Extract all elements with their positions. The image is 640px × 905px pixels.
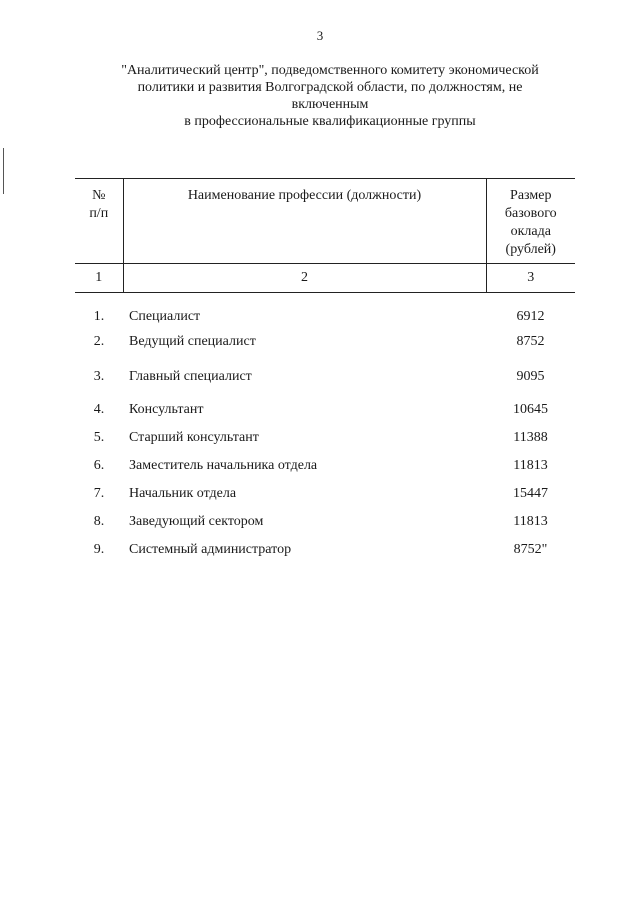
header-number-symbol: № (92, 188, 106, 203)
header-profession-label: Наименование профессии (должности) (187, 188, 422, 203)
margin-mark (3, 148, 4, 194)
heading-line-1: "Аналитический центр", подведомственного комитету экономической (121, 63, 539, 78)
row-number: 4. (93, 402, 105, 417)
table-row (75, 326, 575, 358)
table-row (75, 480, 575, 508)
row-salary: 8752 (516, 334, 545, 349)
header-salary-line-4: (рублей) (505, 242, 556, 257)
row-salary: 8752" (513, 542, 548, 557)
table-row (75, 396, 575, 424)
table-row (75, 424, 575, 452)
row-salary: 15447 (513, 486, 548, 501)
row-number: 1. (93, 309, 105, 324)
table-row (75, 452, 575, 480)
row-number: 5. (93, 430, 105, 445)
row-position: Старший консультант (129, 430, 259, 445)
heading-line-2: политики и развития Волгоградской области, по должностям, не (137, 80, 523, 95)
table-row (75, 358, 575, 396)
header-salary (486, 179, 575, 264)
row-position: Заместитель начальника отдела (129, 458, 318, 473)
row-number: 3. (93, 369, 105, 384)
heading-line-4: в профессиональные квалификационные группы (184, 114, 476, 129)
row-position: Специалист (129, 309, 201, 324)
page-number: 3 (316, 28, 324, 43)
document-heading (100, 62, 560, 130)
row-position: Ведущий специалист (129, 334, 256, 349)
row-salary: 9095 (516, 369, 545, 384)
row-position: Начальник отдела (129, 486, 237, 501)
row-salary: 6912 (516, 309, 545, 324)
header-salary-line-3: оклада (510, 224, 551, 239)
table-header-row (75, 179, 575, 264)
column-number-2: 2 (123, 264, 486, 293)
table-row (75, 293, 575, 327)
row-position: Системный администратор (129, 542, 292, 557)
column-number-row (75, 264, 575, 293)
table-row (75, 536, 575, 564)
row-number: 2. (93, 334, 105, 349)
row-number: 8. (93, 514, 105, 529)
header-salary-line-2: базового (504, 206, 557, 221)
header-number-abbr: п/п (89, 206, 109, 221)
header-salary-line-1: Размер (510, 188, 552, 203)
row-salary: 11813 (513, 514, 548, 529)
row-position: Консультант (129, 402, 204, 417)
row-salary: 10645 (513, 402, 548, 417)
row-salary: 11388 (513, 430, 548, 445)
header-profession (123, 179, 486, 264)
row-number: 9. (93, 542, 105, 557)
column-number-1: 1 (75, 264, 123, 293)
row-number: 7. (93, 486, 105, 501)
header-number (75, 179, 123, 264)
table-row (75, 508, 575, 536)
row-position: Главный специалист (129, 369, 252, 384)
row-salary: 11813 (513, 458, 548, 473)
row-number: 6. (93, 458, 105, 473)
salary-table (75, 178, 575, 564)
heading-line-3: включенным (291, 97, 369, 112)
column-number-3: 3 (486, 264, 575, 293)
row-position: Заведующий сектором (129, 514, 264, 529)
